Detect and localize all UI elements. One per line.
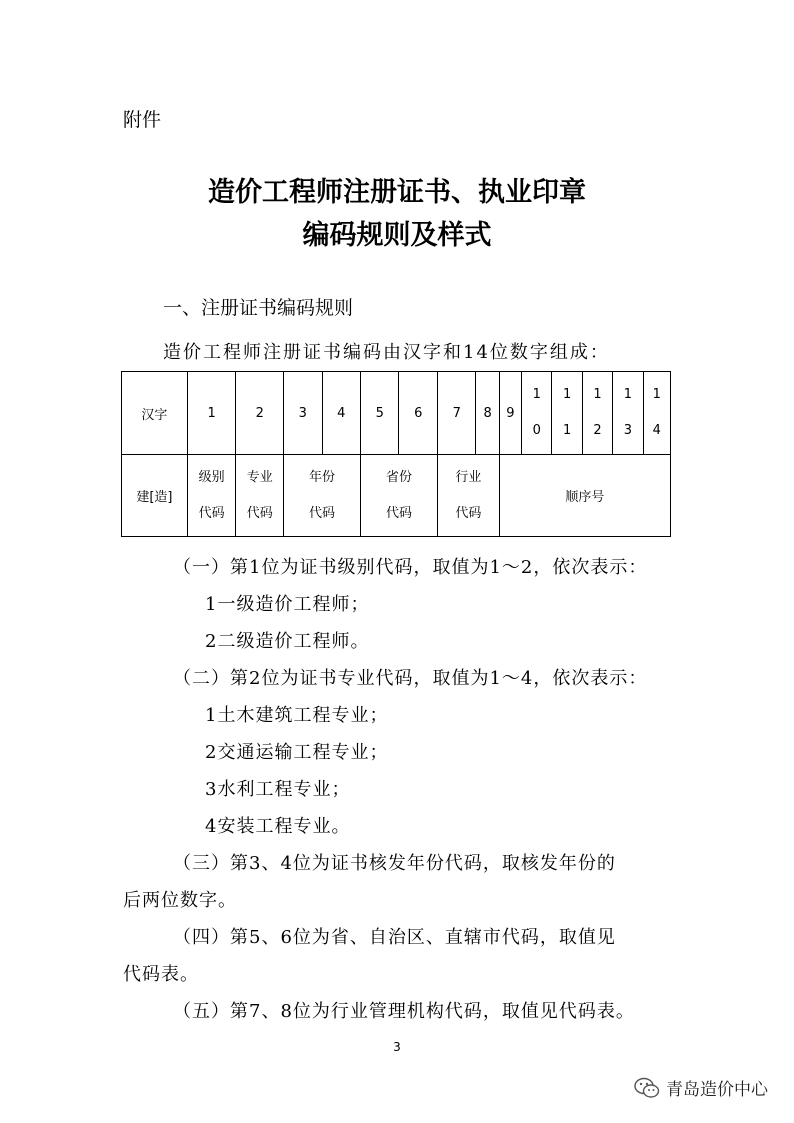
table-cell-digit: 8 — [476, 372, 499, 455]
table-row — [122, 372, 671, 455]
paragraph-item-3-cont: 后两位数字。 — [123, 890, 237, 911]
table-cell-digit-13: 1 3 — [613, 372, 643, 455]
table-cell-hanzi: 汉字 — [122, 372, 188, 455]
wechat-icon — [634, 1077, 660, 1099]
paragraph-item-2: （二）第2位为证书专业代码，取值为1～4，依次表示： — [173, 668, 648, 689]
paragraph-item-1-1: 1一级造价工程师； — [205, 594, 370, 615]
table-cell-digit: 1 — [187, 372, 236, 455]
table-cell-digit-12: 1 2 — [582, 372, 612, 455]
table-cell-digit: 5 — [361, 372, 399, 455]
page-number: 3 — [393, 1040, 401, 1054]
watermark-text: 青岛造价中心 — [666, 1080, 768, 1100]
table-cell-level-code: 级别 代码 — [187, 455, 236, 537]
table-cell-digit: 9 — [499, 372, 521, 455]
certificate-code-table — [121, 371, 671, 537]
intro-paragraph: 造价工程师注册证书编码由汉字和14位数字组成： — [163, 342, 610, 363]
table-cell-digit-10: 1 0 — [522, 372, 552, 455]
table-cell-specialty-code: 专业 代码 — [236, 455, 284, 537]
watermark — [634, 1075, 768, 1100]
table-cell-sequence-number: 顺序号 — [499, 455, 670, 537]
table-cell-digit: 7 — [437, 372, 475, 455]
paragraph-item-4: （四）第5、6位为省、自治区、直辖市代码，取值见 — [173, 927, 616, 948]
paragraph-item-2-2: 2交通运输工程专业； — [205, 742, 389, 763]
table-cell-province-code: 省份 代码 — [361, 455, 438, 537]
table-cell-year-code: 年份 代码 — [284, 455, 361, 537]
paragraph-item-1: （一）第1位为证书级别代码，取值为1～2，依次表示： — [173, 557, 648, 578]
paragraph-item-1-2: 2二级造价工程师。 — [205, 631, 370, 652]
paragraph-item-2-3: 3水利工程专业； — [205, 779, 351, 800]
table-cell-jianzao: 建[造] — [122, 455, 188, 537]
table-cell-digit: 4 — [322, 372, 360, 455]
table-cell-industry-code: 行业 代码 — [437, 455, 499, 537]
document-title-line1: 造价工程师注册证书、执业印章 — [208, 177, 586, 208]
paragraph-item-5: （五）第7、8位为行业管理机构代码，取值见代码表。 — [173, 1001, 635, 1022]
table-cell-digit: 3 — [284, 372, 322, 455]
table-cell-digit-11: 1 1 — [552, 372, 582, 455]
paragraph-item-4-cont: 代码表。 — [123, 964, 199, 985]
document-title-line2: 编码规则及样式 — [302, 220, 492, 251]
table-cell-digit: 2 — [236, 372, 284, 455]
paragraph-item-2-1: 1土木建筑工程专业； — [205, 705, 389, 726]
table-cell-digit-14: 1 4 — [643, 372, 670, 455]
table-row — [122, 455, 671, 537]
attachment-label: 附件 — [123, 109, 162, 131]
section-heading: 一、注册证书编码规则 — [163, 297, 354, 319]
table-cell-digit: 6 — [399, 372, 437, 455]
paragraph-item-3: （三）第3、4位为证书核发年份代码，取核发年份的 — [173, 853, 616, 874]
paragraph-item-2-4: 4安装工程专业。 — [205, 816, 351, 837]
